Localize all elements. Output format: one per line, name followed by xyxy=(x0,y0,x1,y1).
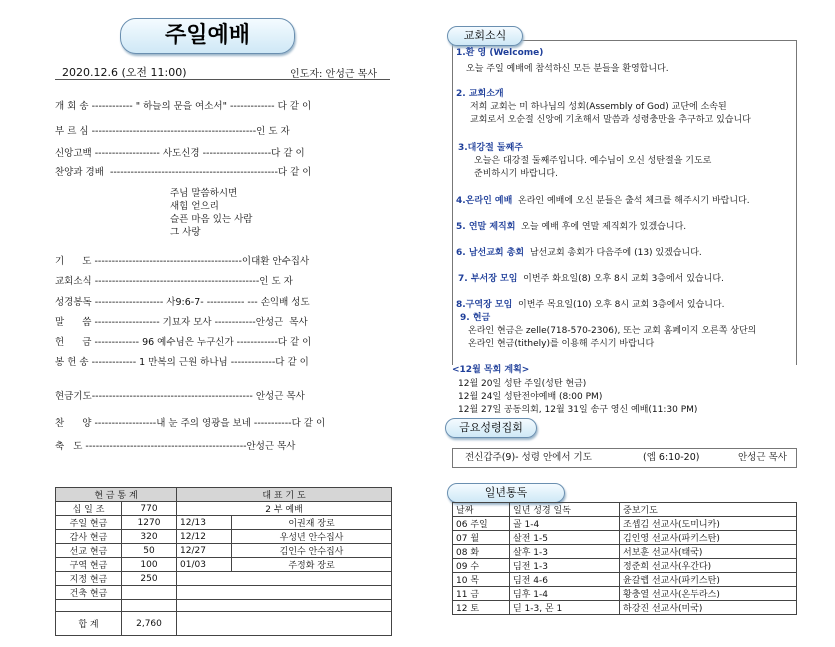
news-head: 2. 교회소개 xyxy=(456,89,504,99)
reading-date: 08 화 xyxy=(453,545,510,559)
offering-label: 주일 현금 xyxy=(56,516,122,530)
plan-title: <12월 목회 계획> xyxy=(452,365,530,375)
reading-header: 날짜 xyxy=(453,503,510,517)
offering-total: 2,760 xyxy=(122,612,177,636)
reading-passage: 살전 1-5 xyxy=(510,531,620,545)
offering-amount: 1270 xyxy=(122,516,177,530)
reading-date: 07 월 xyxy=(453,531,510,545)
reading-passage: 골 1-4 xyxy=(510,517,620,531)
table-row xyxy=(453,601,797,615)
reading-passage: 딛 1-3, 몬 1 xyxy=(510,601,620,615)
reading-prayer: 윤갈렙 선교사(파키스탄) xyxy=(620,573,797,587)
plan-item: 12월 24일 성탄전야예배 (8:00 PM) xyxy=(458,392,603,402)
order-line: 기 도 -------------------------------------------이대환 안수집사 xyxy=(55,256,310,267)
reading-passage: 딤후 1-4 xyxy=(510,587,620,601)
plan-item: 12월 20일 성탄 주일(성탄 현금) xyxy=(458,379,587,389)
reading-date: 10 목 xyxy=(453,573,510,587)
reading-passage: 딤전 4-6 xyxy=(510,573,620,587)
table-row xyxy=(453,517,797,531)
news-title: 교회소식 xyxy=(447,26,523,46)
news-body: 남선교회 총회가 다음주에 (13) 있겠습니다. xyxy=(529,248,702,258)
offering-label: 선교 현금 xyxy=(56,544,122,558)
news-body: 온라인 현금(tithely)를 이용해 주시기 바랍니다 xyxy=(468,339,655,349)
reading-date: 09 수 xyxy=(453,559,510,573)
reading-prayer: 정준희 선교사(우간다) xyxy=(620,559,797,573)
table-row xyxy=(453,559,797,573)
offering-amount: 770 xyxy=(122,502,177,516)
reading-title: 일년통독 xyxy=(447,483,565,503)
prayer-name: 김인수 안수집사 xyxy=(232,544,392,558)
prayer-header: 대 표 기 도 xyxy=(177,488,392,502)
offering-label: 감사 현금 xyxy=(56,530,122,544)
news-head: 1.환 영 (Welcome) xyxy=(456,48,544,58)
reading-header: 일년 성경 일독 xyxy=(510,503,620,517)
news-item xyxy=(456,196,750,208)
table-row xyxy=(453,545,797,559)
reading-prayer: 하강진 선교사(미국) xyxy=(620,601,797,615)
praise-song: 그 사랑 xyxy=(170,227,201,238)
offering-label: 십 일 조 xyxy=(56,502,122,516)
reading-prayer: 서보훈 선교사(태국) xyxy=(620,545,797,559)
worship-date: 2020.12.6 (오전 11:00) xyxy=(62,66,187,79)
empty-cell xyxy=(177,600,392,612)
empty-cell xyxy=(177,612,392,636)
order-line: 찬 양 ------------------내 눈 주의 영광을 보네 -----------다 같 이 xyxy=(55,418,326,429)
empty-cell xyxy=(177,572,392,586)
news-item xyxy=(456,248,702,260)
order-line: 교회소식 ------------------------------------------------인 도 자 xyxy=(55,276,293,287)
friday-speaker: 안성근 목사 xyxy=(738,452,787,463)
order-line: 현금기도----------------------------------------------- 안성근 목사 xyxy=(55,391,305,402)
news-head: 4.온라인 예배 xyxy=(456,196,513,206)
praise-song: 새힘 얻으리 xyxy=(170,201,219,212)
news-body: 오늘 주일 예배에 참석하신 모든 분들을 환영합니다. xyxy=(466,64,669,74)
offering-header: 현 금 통 계 xyxy=(56,488,177,502)
news-item xyxy=(458,274,724,286)
news-head: 9. 현금 xyxy=(460,313,491,323)
prayer-name: 이권재 장로 xyxy=(232,516,392,530)
friday-box xyxy=(452,448,797,468)
offering-amount: 320 xyxy=(122,530,177,544)
offering-label: 지정 현금 xyxy=(56,572,122,586)
praise-song: 슬픈 마음 있는 사람 xyxy=(170,214,253,225)
friday-verse: (엡 6:10-20) xyxy=(643,452,700,463)
reading-passage: 딤전 1-3 xyxy=(510,559,620,573)
prayer-date: 12/12 xyxy=(177,530,232,544)
order-line: 성경봉독 -------------------- 사9:6-7- ----------- --- 손익배 성도 xyxy=(55,297,310,308)
offering-amount xyxy=(122,586,177,600)
news-head: 3.대강절 둘째주 xyxy=(458,143,523,153)
news-body: 준비하시기 바랍니다. xyxy=(474,169,558,179)
news-body: 온라인 현금은 zelle(718-570-2306), 또는 교회 홈페이지 오른쪽 상단의 xyxy=(468,326,757,336)
table-row xyxy=(453,587,797,601)
reading-prayer: 조셉김 선교사(도미니카) xyxy=(620,517,797,531)
offering-amount: 100 xyxy=(122,558,177,572)
reading-date: 12 토 xyxy=(453,601,510,615)
offering-label: 건축 현금 xyxy=(56,586,122,600)
prayer-name: 주정화 장로 xyxy=(232,558,392,572)
offering-label: 구역 현금 xyxy=(56,558,122,572)
news-body: 교회로서 오순절 신앙에 기초해서 말씀과 성령충만을 추구하고 있습니다 xyxy=(470,115,751,125)
order-line: 말 씀 ------------------- 기묘자 모사 ------------안성근 목사 xyxy=(55,317,308,328)
news-head: 6. 남선교회 총회 xyxy=(456,248,525,258)
prayer-date: 01/03 xyxy=(177,558,232,572)
order-line: 축 도 -----------------------------------------------안성근 목사 xyxy=(55,441,296,452)
empty-cell xyxy=(177,586,392,600)
news-head: 5. 연말 제직회 xyxy=(456,222,516,232)
prayer-date: 12/27 xyxy=(177,544,232,558)
order-line: 봉 헌 송 ------------- 1 만복의 근원 하나님 -------------다 같 이 xyxy=(55,357,309,368)
reading-passage: 살후 1-3 xyxy=(510,545,620,559)
news-body: 오늘 예배 후에 연말 제직회가 있겠습니다. xyxy=(521,222,687,232)
reading-prayer: 황충열 선교사(온두라스) xyxy=(620,587,797,601)
empty-cell xyxy=(56,600,122,612)
reading-header: 중보기도 xyxy=(620,503,797,517)
prayer-service: 2 부 예배 xyxy=(177,502,392,516)
table-row xyxy=(453,531,797,545)
offering-table xyxy=(55,487,392,636)
news-head: 8.구역장 모임 xyxy=(456,300,513,310)
prayer-name: 우성년 안수집사 xyxy=(232,530,392,544)
news-item xyxy=(456,222,686,234)
order-line: 찬양과 경배 -------------------------------------------------다 같 이 xyxy=(55,167,312,178)
worship-title: 주일예배 xyxy=(120,18,295,54)
offering-amount: 50 xyxy=(122,544,177,558)
offering-total-label: 합 계 xyxy=(56,612,122,636)
news-item xyxy=(456,300,724,312)
offering-amount: 250 xyxy=(122,572,177,586)
reading-prayer: 김인영 선교사(파키스탄) xyxy=(620,531,797,545)
news-body: 이번주 화요일(8) 오후 8시 교회 3층에서 있습니다. xyxy=(523,274,724,284)
news-body: 온라인 예배에 오신 분들은 출석 체크를 해주시기 바랍니다. xyxy=(518,196,750,206)
order-line: 부 르 심 ------------------------------------------------인 도 자 xyxy=(55,126,290,137)
news-body: 오늘은 대강절 둘째주입니다. 예수님이 오신 성탄절을 기도로 xyxy=(474,156,712,166)
news-head: 7. 부서장 모임 xyxy=(458,274,518,284)
order-line: 개 회 송 ------------ " 하늘의 문을 여소서" ------------- 다 같 이 xyxy=(55,101,312,112)
worship-leader: 인도자: 안성근 목사 xyxy=(290,69,378,80)
friday-topic: 전신갑주(9)- 성령 안에서 기도 xyxy=(465,452,592,463)
reading-date: 11 금 xyxy=(453,587,510,601)
plan-item: 12월 27일 공동의회, 12월 31일 송구 영신 예배(11:30 PM) xyxy=(458,405,698,415)
news-body: 이번주 목요일(10) 오후 8시 교회 3층에서 있습니다. xyxy=(518,300,725,310)
empty-cell xyxy=(122,600,177,612)
order-line: 신앙고백 ------------------- 사도신경 --------------------다 같 이 xyxy=(55,148,305,159)
table-row xyxy=(453,573,797,587)
reading-date: 06 주일 xyxy=(453,517,510,531)
friday-title: 금요성령집회 xyxy=(445,418,537,438)
order-line: 헌 금 ------------- 96 예수님은 누구신가 ------------다 같 이 xyxy=(55,337,312,348)
title-underline xyxy=(55,79,390,80)
praise-song: 주님 말씀하시면 xyxy=(170,188,238,199)
prayer-date: 12/13 xyxy=(177,516,232,530)
reading-table xyxy=(452,502,797,615)
news-body: 저희 교회는 미 하나님의 성회(Assembly of God) 교단에 소속된 xyxy=(470,102,727,112)
